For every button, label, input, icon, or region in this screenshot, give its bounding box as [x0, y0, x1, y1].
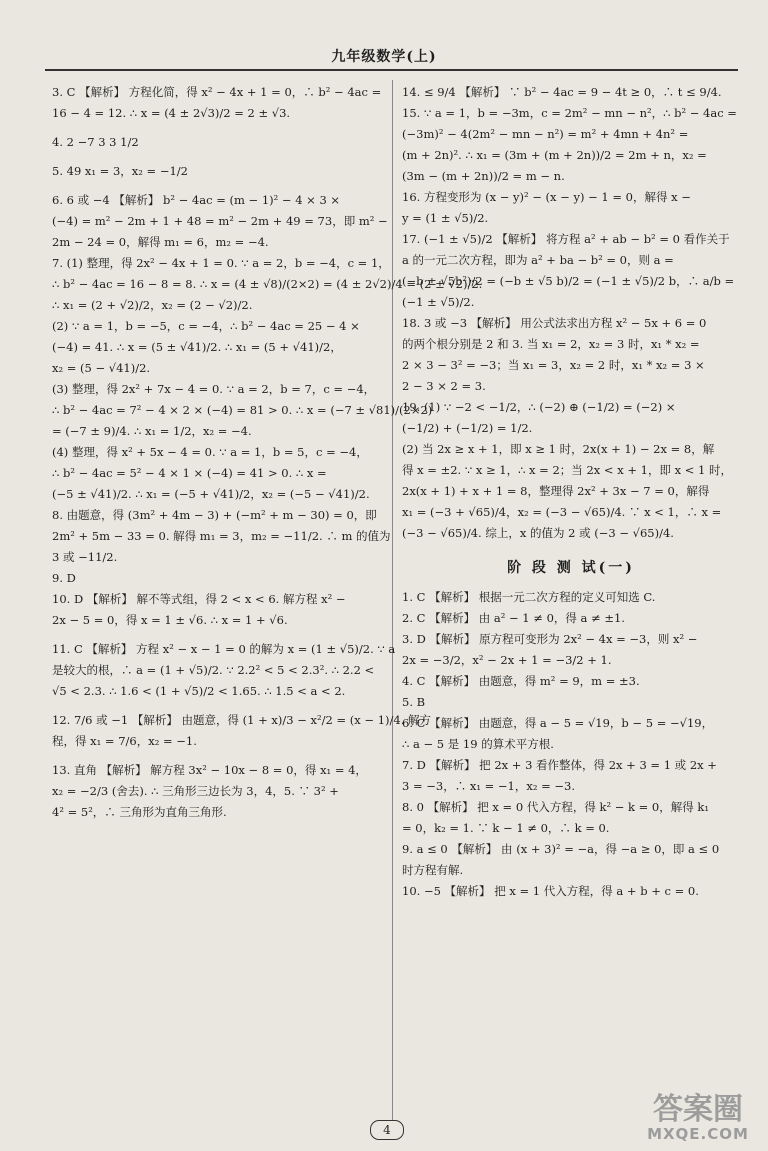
answer-line: (−3m)² − 4(2m² − mn − n²) = m² + 4mn + 4n² = [402, 127, 689, 141]
answer-line: 时方程有解. [402, 863, 464, 877]
answer-line: 3 或 −11/2. [52, 550, 118, 564]
line-gap [52, 631, 382, 639]
answer-line: 是较大的根，∴ a = (1 + √5)/2. ∵ 2.2² < 5 < 2.3². ∴ 2.2 < [52, 663, 375, 677]
answer-line: 2x = −3/2，x² − 2x + 1 = −3/2 + 1. [402, 653, 612, 667]
answer-line: (−5 ± √41)/2. ∴ x₁ = (−5 + √41)/2，x₂ = (−5 − √41)/2. [52, 487, 370, 501]
answer-line: 5. 49 x₁ = 3，x₂ = −1/2 [52, 164, 188, 178]
answer-line: 13. 直角 【解析】 解方程 3x² − 10x − 8 = 0，得 x₁ = 4， [52, 763, 367, 777]
answer-line: 11. C 【解析】 方程 x² − x − 1 = 0 的解为 x = (1 ± √5)/2. ∵ a [52, 642, 396, 656]
answer-line: (−4) = m² − 2m + 1 + 48 = m² − 2m + 49 = 73，即 m² − [52, 214, 388, 228]
answer-line: y = (1 ± √5)/2. [402, 211, 489, 225]
answer-line: (3m − (m + 2n))/2 = m − n. [402, 169, 565, 183]
answer-line: (3) 整理，得 2x² + 7x − 4 = 0. ∵ a = 2，b = 7，c = −4， [52, 382, 376, 396]
answer-line: 9. a ≤ 0 【解析】 由 (x + 3)² = −a，得 −a ≥ 0，即 a ≤ 0 [402, 842, 720, 856]
answer-line: ∴ b² − 4ac = 16 − 8 = 8. ∴ x = (4 ± √8)/(2×2) = (4 ± 2√2)/4 = (2 ± √2)/2. [52, 277, 483, 291]
stage-test-answers [402, 587, 740, 902]
answer-line: 15. ∵ a = 1，b = −3m，c = 2m² − mn − n²，∴ b² − 4ac = [402, 106, 737, 120]
answer-line: 程，得 x₁ = 7/6，x₂ = −1. [52, 734, 197, 748]
line-gap [52, 124, 382, 132]
line-gap [52, 182, 382, 190]
answer-line: 2m − 24 = 0，解得 m₁ = 6，m₂ = −4. [52, 235, 269, 249]
right-column [402, 82, 740, 902]
answer-line: 10. −5 【解析】 把 x = 1 代入方程，得 a + b + c = 0. [402, 884, 699, 898]
answer-line: 16. 方程变形为 (x − y)² − (x − y) − 1 = 0，解得 x − [402, 190, 691, 204]
line-gap [52, 702, 382, 710]
answer-line: (−1 ± √5)/2. [402, 295, 475, 309]
answer-line: (2) ∵ a = 1，b = −5，c = −4，∴ b² − 4ac = 25 − 4 × [52, 319, 360, 333]
section-title: 阶 段 测 试(一) [507, 560, 635, 576]
answer-line: 2 − 3 × 2 = 3. [402, 379, 486, 393]
answer-line: 6. C 【解析】 由题意，得 a − 5 = √19，b − 5 = −√19， [402, 716, 714, 730]
answer-line: 10. D 【解析】 解不等式组，得 2 < x < 6. 解方程 x² − [52, 592, 346, 606]
answer-line: 4. 2 −7 3 3 1/2 [52, 135, 139, 149]
answer-line: 1. C 【解析】 根据一元二次方程的定义可知选 C. [402, 590, 656, 604]
answer-line: 4² = 5²，∴ 三角形为直角三角形. [52, 805, 227, 819]
answer-line: = (−7 ± 9)/4. ∴ x₁ = 1/2，x₂ = −4. [52, 424, 252, 438]
answer-line: 17. (−1 ± √5)/2 【解析】 将方程 a² + ab − b² = 0 看作关于 [402, 232, 730, 246]
answer-line: 2. C 【解析】 由 a² − 1 ≠ 0，得 a ≠ ±1. [402, 611, 625, 625]
right-column-answers [402, 82, 740, 544]
answer-line: x₁ = (−3 + √65)/4，x₂ = (−3 − √65)/4. ∵ x < 1，∴ x = [402, 505, 722, 519]
watermark-main-text: 答案圈 [653, 1092, 743, 1127]
answer-line: 14. ≤ 9/4 【解析】 ∵ b² − 4ac = 9 − 4t ≥ 0，∴ t ≤ 9/4. [402, 85, 722, 99]
answer-line: ∴ b² − 4ac = 7² − 4 × 2 × (−4) = 81 > 0. ∴ x = (−7 ± √81)/(2×2) [52, 403, 433, 417]
watermark-logo [638, 1092, 758, 1145]
answer-line: 2 × 3 − 3² = −3；当 x₁ = 3，x₂ = 2 时，x₁ * x₂ = 3 × [402, 358, 705, 372]
answer-line: (−b ± √5b²)/2 = (−b ± √5 b)/2 = (−1 ± √5)/2 b，∴ a/b = [402, 274, 735, 288]
answer-line: ∴ b² − 4ac = 5² − 4 × 1 × (−4) = 41 > 0. ∴ x = [52, 466, 327, 480]
answer-line: 2m² + 5m − 33 = 0. 解得 m₁ = 3，m₂ = −11/2. ∴ m 的值为 [52, 529, 391, 543]
answer-line: 18. 3 或 −3 【解析】 用公式法求出方程 x² − 5x + 6 = 0 [402, 316, 707, 330]
answer-line: 的两个根分别是 2 和 3. 当 x₁ = 2，x₂ = 3 时，x₁ * x₂ = [402, 337, 700, 351]
page-number: 4 [370, 1120, 404, 1140]
answer-line: x₂ = (5 − √41)/2. [52, 361, 151, 375]
answer-line: 5. B [402, 695, 426, 709]
watermark-sub-text: MXQE.COM [647, 1125, 749, 1143]
answer-line: ∴ a − 5 是 19 的算术平方根. [402, 737, 554, 751]
answer-line: 12. 7/6 或 −1 【解析】 由题意，得 (1 + x)/3 − x²/2 = (x − 1)/4. 解方 [52, 713, 431, 727]
answer-line: a 的一元二次方程，即为 a² + ba − b² = 0，则 a = [402, 253, 674, 267]
answer-line: 2x(x + 1) + x + 1 = 8，整理得 2x² + 3x − 7 = 0，解得 [402, 484, 710, 498]
column-divider [392, 80, 393, 1120]
answer-line: x₂ = −2/3 (舍去). ∴ 三角形三边长为 3，4，5. ∵ 3² + [52, 784, 339, 798]
answer-line: 19. (1) ∵ −2 < −1/2，∴ (−2) ⊕ (−1/2) = (−2) × [402, 400, 676, 414]
answer-line: 3. D 【解析】 原方程可变形为 2x² − 4x = −3，则 x² − [402, 632, 698, 646]
answer-line: √5 < 2.3. ∴ 1.6 < (1 + √5)/2 < 1.65. ∴ 1.5 < a < 2. [52, 684, 346, 698]
answer-line: 16 − 4 = 12. ∴ x = (4 ± 2√3)/2 = 2 ± √3. [52, 106, 291, 120]
answer-line: 8. 0 【解析】 把 x = 0 代入方程，得 k² − k = 0，解得 k₁ [402, 800, 709, 814]
answer-line: (m + 2n)². ∴ x₁ = (3m + (m + 2n))/2 = 2m + n，x₂ = [402, 148, 707, 162]
answer-line: 2x − 5 = 0，得 x = 1 ± √6. ∴ x = 1 + √6. [52, 613, 288, 627]
answer-line: 4. C 【解析】 由题意，得 m² = 9，m = ±3. [402, 674, 640, 688]
answer-line: (2) 当 2x ≥ x + 1，即 x ≥ 1 时，2x(x + 1) − 2x = 8，解 [402, 442, 715, 456]
answer-line: (−1/2) + (−1/2) = 1/2. [402, 421, 533, 435]
answer-line: 6. 6 或 −4 【解析】 b² − 4ac = (m − 1)² − 4 × 3 × [52, 193, 341, 207]
answer-line: (−3 − √65)/4. 综上，x 的值为 2 或 (−3 − √65)/4. [402, 526, 674, 540]
line-gap [52, 153, 382, 161]
answer-line: ∴ x₁ = (2 + √2)/2，x₂ = (2 − √2)/2. [52, 298, 253, 312]
answer-line: 3 = −3，∴ x₁ = −1，x₂ = −3. [402, 779, 576, 793]
answer-line: (4) 整理，得 x² + 5x − 4 = 0. ∵ a = 1，b = 5，c = −4， [52, 445, 368, 459]
answer-line: 8. 由题意，得 (3m² + 4m − 3) + (−m² + m − 30) = 0，即 [52, 508, 377, 522]
page-header-title: 九年级数学(上) [331, 49, 437, 65]
answer-line: 7. (1) 整理，得 2x² − 4x + 1 = 0. ∵ a = 2，b = −4，c = 1， [52, 256, 390, 270]
line-gap [52, 752, 382, 760]
answer-line: 9. D [52, 571, 76, 585]
header-rule [45, 69, 738, 71]
answer-line: 7. D 【解析】 把 2x + 3 看作整体，得 2x + 3 = 1 或 2x + [402, 758, 717, 772]
answer-line: = 0，k₂ = 1. ∵ k − 1 ≠ 0，∴ k = 0. [402, 821, 610, 835]
answer-line: 得 x = ±2. ∵ x ≥ 1，∴ x = 2；当 2x < x + 1，即 x < 1 时， [402, 463, 733, 477]
answer-line: 3. C 【解析】 方程化简，得 x² − 4x + 1 = 0，∴ b² − 4ac = [52, 85, 382, 99]
answer-line: (−4) = 41. ∴ x = (5 ± √41)/2. ∴ x₁ = (5 + √41)/2， [52, 340, 342, 354]
